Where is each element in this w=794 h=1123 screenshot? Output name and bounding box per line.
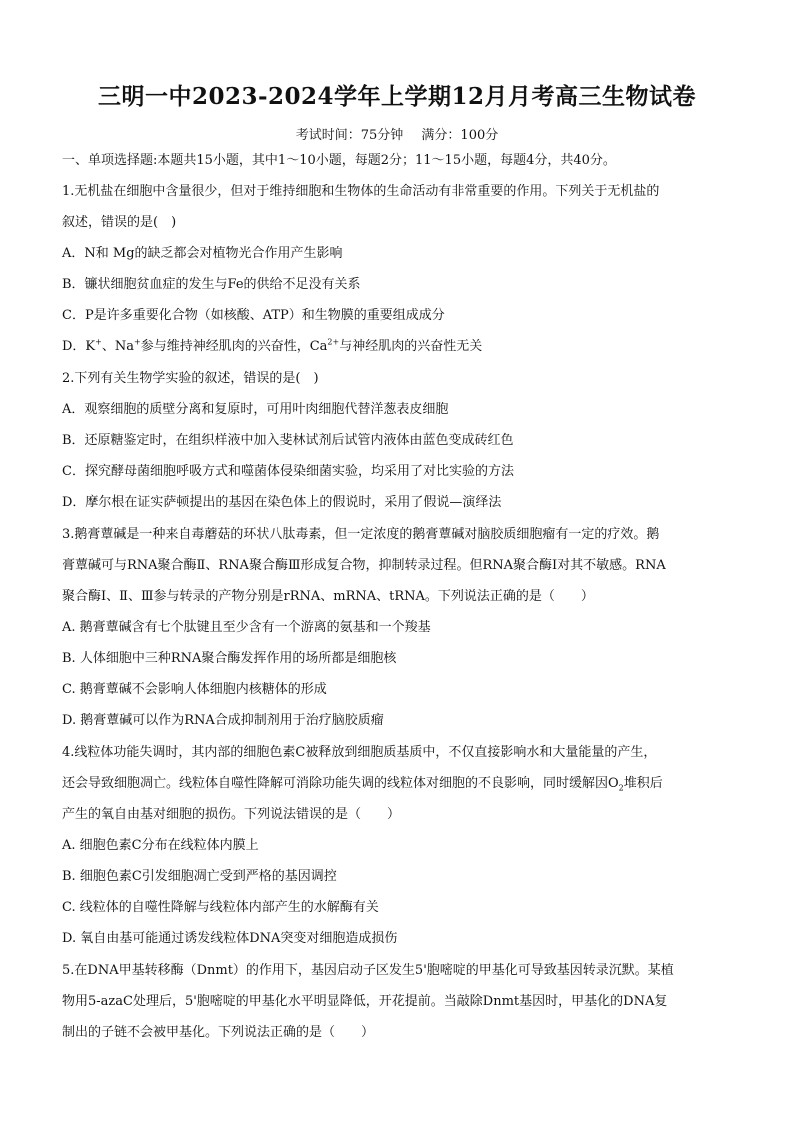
q4-stem-line-2 xyxy=(62,775,742,793)
q1-d-part-4: 与神经肌肉的兴奋性无关 xyxy=(339,339,483,354)
q1-d-part-1: D．K xyxy=(62,339,96,354)
q5-stem-line-3: 制出的子链不会被甲基化。下列说法正确的是（ ） xyxy=(62,1025,375,1040)
exam-info xyxy=(0,124,794,143)
full-score: 满分：100分 xyxy=(421,128,499,143)
q2-option-c: C．探究酵母菌细胞呼吸方式和噬菌体侵染细菌实验，均采用了对比实验的方法 xyxy=(62,464,514,479)
q4-stem-2-part-1: 还会导致细胞凋亡。线粒体自噬性降解可消除功能失调的线粒体对细胞的不良影响，同时缓解因O xyxy=(62,776,619,791)
q1-option-c: C．P是许多重要化合物（如核酸、ATP）和生物膜的重要组成成分 xyxy=(62,308,445,323)
q5-stem-line-2: 物用5-azaC处理后，5'胞嘧啶的甲基化水平明显降低，开花提前。当敲除Dnmt基因时，甲基化的DNA复 xyxy=(62,994,668,1009)
q1-d-part-3: 参与维持神经肌肉的兴奋性，Ca xyxy=(140,339,328,354)
q3-option-b: B. 人体细胞中三种RNA聚合酶发挥作用的场所都是细胞核 xyxy=(62,651,397,666)
exam-time: 考试时间：75分钟 xyxy=(295,128,404,143)
q1-d-sup-2: + xyxy=(133,337,141,347)
q1-d-part-2: 、Na xyxy=(101,339,134,354)
q1-stem-line-2: 叙述，错误的是( ) xyxy=(62,215,177,230)
q4-option-b: B. 细胞色素C引发细胞凋亡受到严格的基因调控 xyxy=(62,869,337,884)
q1-stem-line-1: 1.无机盐在细胞中含量很少，但对于维持细胞和生物体的生命活动有非常重要的作用。下列关于无机盐的 xyxy=(62,184,660,199)
q5-stem-line-1: 5.在DNA甲基转移酶（Dnmt）的作用下，基因启动子区发生5'胞嘧啶的甲基化可导致基因转录沉默。某植 xyxy=(62,963,674,978)
q3-option-d: D. 鹅膏蕈碱可以作为RNA合成抑制剂用于治疗脑胶质瘤 xyxy=(62,713,384,728)
q4-stem-2-part-2: 堆积后 xyxy=(623,776,663,791)
q2-option-d: D．摩尔根在证实萨顿提出的基因在染色体上的假说时，采用了假说—演绎法 xyxy=(62,495,502,510)
q1-option-a: A．N和 Mg的缺乏都会对植物光合作用产生影响 xyxy=(62,246,343,261)
q1-option-d xyxy=(62,338,742,356)
q4-stem-line-3: 产生的氧自由基对细胞的损伤。下列说法错误的是（ ） xyxy=(62,807,401,822)
q3-stem-line-1: 3.鹅膏蕈碱是一种来自毒蘑菇的环状八肽毒素，但一定浓度的鹅膏蕈碱对脑胶质细胞瘤有一定的疗效。鹅 xyxy=(62,527,660,542)
q1-d-sup-3: 2+ xyxy=(327,337,340,347)
q4-stem-line-1: 4.线粒体功能失调时，其内部的细胞色素C被释放到细胞质基质中，不仅直接影响水和大量能量的产生， xyxy=(62,745,657,760)
q2-stem: 2.下列有关生物学实验的叙述，错误的是( ) xyxy=(62,371,319,386)
q1-option-b: B．镰状细胞贫血症的发生与Fe的供给不足没有关系 xyxy=(62,277,361,292)
q3-stem-line-3: 聚合酶Ⅰ、Ⅱ、Ⅲ参与转录的产物分别是rRNA、mRNA、tRNA。下列说法正确的是（ ） xyxy=(62,589,594,604)
q2-option-a: A．观察细胞的质壁分离和复原时，可用叶肉细胞代替洋葱表皮细胞 xyxy=(62,402,449,417)
q4-option-d: D. 氧自由基可能通过诱发线粒体DNA突变对细胞造成损伤 xyxy=(62,931,398,946)
exam-title: 三明一中2023-2024学年上学期12月月考高三生物试卷 xyxy=(97,83,697,110)
q1-d-sup-1: + xyxy=(95,337,102,347)
section-heading: 一、单项选择题:本题共15小题，其中1～10小题，每题2分；11～15小题，每题4分，共40分。 xyxy=(62,153,616,168)
q4-option-a: A. 细胞色素C分布在线粒体内膜上 xyxy=(62,838,259,853)
q3-stem-line-2: 膏蕈碱可与RNA聚合酶Ⅱ、RNA聚合酶Ⅲ形成复合物，抑制转录过程。但RNA聚合酶Ⅰ对其不敏感。RNA xyxy=(62,558,666,573)
q3-option-c: C. 鹅膏蕈碱不会影响人体细胞内核糖体的形成 xyxy=(62,682,327,697)
q4-option-c: C. 线粒体的自噬性降解与线粒体内部产生的水解酶有关 xyxy=(62,900,379,915)
q2-option-b: B．还原糖鉴定时，在组织样液中加入斐林试剂后试管内液体由蓝色变成砖红色 xyxy=(62,433,514,448)
q3-option-a: A. 鹅膏蕈碱含有七个肽键且至少含有一个游离的氨基和一个羧基 xyxy=(62,620,431,635)
q4-stem-2-sub: 2 xyxy=(618,783,624,793)
